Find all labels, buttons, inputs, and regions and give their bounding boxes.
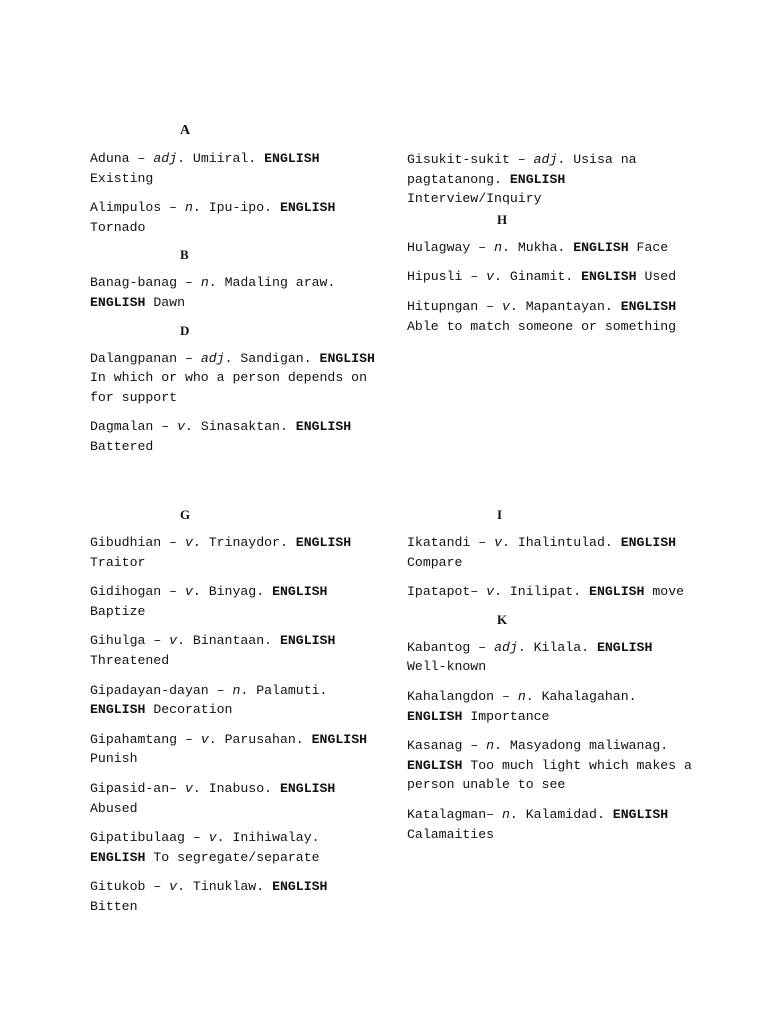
english-label: ENGLISH [295, 535, 352, 550]
entry-term: Banag-banag [90, 275, 178, 291]
english-label: ENGLISH [272, 584, 328, 600]
entry-term: Gisukit-sukit [407, 152, 510, 167]
entry-english: To segregate/separate [153, 849, 320, 865]
entry-pos: n [232, 682, 241, 698]
entry-definition: Kalamidad. [525, 806, 605, 822]
entry-term: Kahalangdon [407, 688, 495, 704]
entry-definition: Kahalagahan. [541, 688, 637, 704]
english-label: ENGLISH [620, 298, 677, 314]
entry-term: Kasanag [407, 738, 463, 754]
entry-pos: adj [153, 151, 178, 166]
entry-pos: v [184, 584, 193, 600]
entry-english: Calamaities [407, 826, 495, 842]
entry-english: Traitor [90, 554, 146, 570]
entry-term: Gipadayan-dayan [90, 682, 209, 698]
entry-english: Face [636, 239, 669, 255]
entry-term: Gipahamtang [90, 731, 178, 747]
entry-term: Kabantog [407, 639, 471, 655]
entry-pos: n [486, 738, 495, 754]
entry-katalagman: Katalagman– n. Kalamidad. ENGLISH Calamaities [407, 806, 669, 842]
section-heading-k: K [497, 611, 508, 627]
entry-pos: adj [200, 350, 225, 366]
entry-english: Decoration [153, 702, 233, 718]
entry-definition: Kilala. [533, 639, 590, 655]
entry-kasanag: Kasanag – n. Masyadong maliwanag. ENGLISH Too much light which makes a person unable to see [407, 738, 692, 793]
english-label: ENGLISH [272, 879, 328, 895]
entry-definition: Umiiral. [192, 151, 257, 166]
entry-pos: n [501, 806, 510, 822]
entry-term: Dagmalan [90, 419, 154, 435]
entry-english: Threatened [90, 652, 170, 668]
english-label: ENGLISH [295, 419, 352, 435]
entry-term: Hitupngan [407, 298, 479, 314]
entry-english: Bitten [90, 898, 138, 914]
entry-definition: Inabuso. [208, 780, 273, 796]
entry-ikatandi: Ikatandi – v. Ihalintulad. ENGLISH Compare [407, 535, 677, 570]
entry-pos: n [494, 239, 502, 255]
column-top-right [407, 150, 697, 346]
entry-pos: v [208, 830, 217, 846]
entry-definition: Sinasaktan. [200, 419, 288, 435]
entry-pos: v [184, 535, 193, 550]
entry-english: Able to match someone or something [407, 318, 677, 334]
entry-definition: Inihiwalay. [232, 830, 320, 846]
entry-pos: adj [533, 152, 558, 167]
entry-definition: Mapantayan. [525, 298, 613, 314]
entry-english: Compare [407, 554, 463, 570]
section-heading-a: A [180, 123, 191, 138]
english-label: ENGLISH [407, 708, 463, 724]
english-label: ENGLISH [407, 757, 463, 773]
english-label: ENGLISH [589, 584, 645, 600]
section-heading-h: H [497, 211, 508, 227]
entry-aduna: Aduna – adj. Umiiral. ENGLISH Existing [90, 151, 320, 186]
entry-gibudhian: Gibudhian – v. Trinaydor. ENGLISH Traitor [90, 535, 352, 570]
column-top-left [90, 121, 380, 467]
entry-ipatapot: Ipatapot– v. Inilipat. ENGLISH move [407, 584, 685, 600]
entry-dagmalan: Dagmalan – v. Sinasaktan. ENGLISH Battered [90, 419, 352, 454]
english-label: ENGLISH [573, 239, 629, 255]
entry-gipasid-an: Gipasid-an– v. Inabuso. ENGLISH Abused [90, 780, 336, 816]
english-label: ENGLISH [90, 849, 146, 865]
entry-pos: v [494, 535, 502, 550]
entry-gipatibulaag: Gipatibulaag – v. Inihiwalay. ENGLISH To segregate/separate [90, 830, 320, 865]
english-label: ENGLISH [581, 269, 637, 285]
entry-gipadayan-dayan: Gipadayan-dayan – n. Palamuti. ENGLISH Decoration [90, 682, 328, 718]
english-label: ENGLISH [319, 350, 375, 366]
entry-term: Hipusli [407, 269, 463, 285]
entry-definition: Sandigan. [240, 350, 312, 366]
english-label: ENGLISH [596, 639, 653, 655]
entry-gisukit-sukit: Gisukit-sukit – adj. Usisa na pagtatanong. ENGLISH Interview/Inquiry [407, 152, 637, 207]
english-label: ENGLISH [311, 731, 368, 747]
entry-pos: v [177, 419, 185, 435]
entry-term: Gibudhian [90, 535, 162, 550]
entry-definition: Usisa na pagtatanong. [407, 152, 637, 187]
entry-english: In which or who a person depends on for support [90, 370, 367, 405]
entry-term: Gihulga [90, 633, 146, 649]
section-heading-g: G [180, 507, 191, 522]
entry-definition: Madaling araw. [224, 275, 336, 291]
entry-english: Tornado [90, 219, 146, 235]
entry-definition: Trinaydor. [208, 535, 288, 550]
entry-english: Interview/Inquiry [407, 191, 542, 207]
entry-pos: v [486, 269, 495, 285]
entry-gihulga: Gihulga – v. Binantaan. ENGLISH Threatened [90, 633, 336, 668]
entry-english: move [652, 584, 685, 600]
entry-term: Ikatandi [407, 535, 471, 550]
entry-pos: v [486, 584, 495, 600]
english-label: ENGLISH [612, 806, 669, 822]
entry-english: Punish [90, 751, 138, 767]
entry-pos: n [184, 200, 193, 216]
entry-gitukob: Gitukob – v. Tinuklaw. ENGLISH Bitten [90, 879, 328, 914]
entry-english: Baptize [90, 603, 146, 619]
entry-hulagway: Hulagway – n. Mukha. ENGLISH Face [407, 239, 669, 255]
entry-pos: v [200, 731, 209, 747]
entry-definition: Mukha. [517, 239, 566, 255]
entry-gipahamtang: Gipahamtang – v. Parusahan. ENGLISH Punish [90, 731, 368, 767]
entry-alimpulos: Alimpulos – n. Ipu-ipo. ENGLISH Tornado [90, 200, 336, 235]
english-label: ENGLISH [90, 294, 146, 310]
entry-english: Used [644, 269, 677, 285]
section-heading-i: I [497, 507, 503, 522]
entry-english: Importance [470, 708, 550, 724]
entry-definition: Binyag. [208, 584, 265, 600]
entry-term: Katalagman [407, 806, 487, 822]
entry-hitupngan: Hitupngan – v. Mapantayan. ENGLISH Able to match someone or something [407, 298, 677, 334]
english-label: ENGLISH [509, 171, 566, 187]
entry-definition: Ipu-ipo. [208, 200, 273, 216]
entry-pos: v [169, 633, 178, 649]
entry-definition: Ihalintulad. [517, 535, 613, 550]
entry-english: Dawn [153, 294, 185, 310]
english-label: ENGLISH [279, 780, 336, 796]
column-bottom-right [407, 505, 697, 854]
entry-term: Gipatibulaag [90, 830, 185, 846]
entry-pos: v [501, 298, 510, 314]
entry-definition: Ginamit. [509, 269, 574, 285]
entry-pos: v [169, 879, 178, 895]
entry-dalangpanan: Dalangpanan – adj. Sandigan. ENGLISH In which or who a person depends on for support [90, 350, 375, 405]
entry-definition: Inilipat. [509, 584, 582, 600]
column-bottom-left [90, 505, 380, 927]
entry-term: Alimpulos [90, 200, 162, 216]
entry-kabantog: Kabantog – adj. Kilala. ENGLISH Well-known [407, 639, 653, 675]
entry-definition: Masyadong maliwanag. [509, 738, 669, 754]
entry-definition: Palamuti. [256, 682, 328, 698]
entry-term: Gitukob [90, 879, 146, 895]
entry-pos: n [517, 688, 526, 704]
entry-pos: v [184, 780, 193, 796]
entry-term: Gidihogan [90, 584, 162, 600]
entry-term: Ipatapot [407, 584, 471, 600]
entry-banag-banag: Banag-banag – n. Madaling araw. ENGLISH Dawn [90, 275, 336, 310]
entry-definition: Binantaan. [192, 633, 273, 649]
entry-definition: Tinuklaw. [192, 879, 265, 895]
entry-definition: Parusahan. [224, 731, 304, 747]
entry-hipusli: Hipusli – v. Ginamit. ENGLISH Used [407, 269, 677, 285]
entry-pos: n [200, 275, 209, 291]
section-heading-b: B [180, 247, 189, 263]
entry-term: Dalangpanan [90, 350, 178, 366]
entry-pos: adj [494, 639, 518, 655]
entry-gidihogan: Gidihogan – v. Binyag. ENGLISH Baptize [90, 584, 328, 619]
english-label: ENGLISH [279, 633, 336, 649]
entry-term: Aduna [90, 151, 130, 166]
english-label: ENGLISH [264, 151, 320, 166]
entry-english: Existing [90, 170, 154, 186]
english-label: ENGLISH [90, 702, 146, 718]
entry-english: Too much light which makes a person unable to see [407, 757, 692, 793]
entry-term: Hulagway [407, 239, 471, 255]
english-label: ENGLISH [279, 200, 336, 216]
section-heading-d: D [180, 322, 190, 338]
entry-kahalangdon: Kahalangdon – n. Kahalagahan. ENGLISH Importance [407, 688, 637, 724]
entry-english: Battered [90, 438, 154, 454]
entry-english: Well-known [407, 659, 487, 675]
entry-term: Gipasid-an [90, 780, 170, 796]
entry-english: Abused [90, 800, 138, 816]
english-label: ENGLISH [620, 535, 677, 550]
